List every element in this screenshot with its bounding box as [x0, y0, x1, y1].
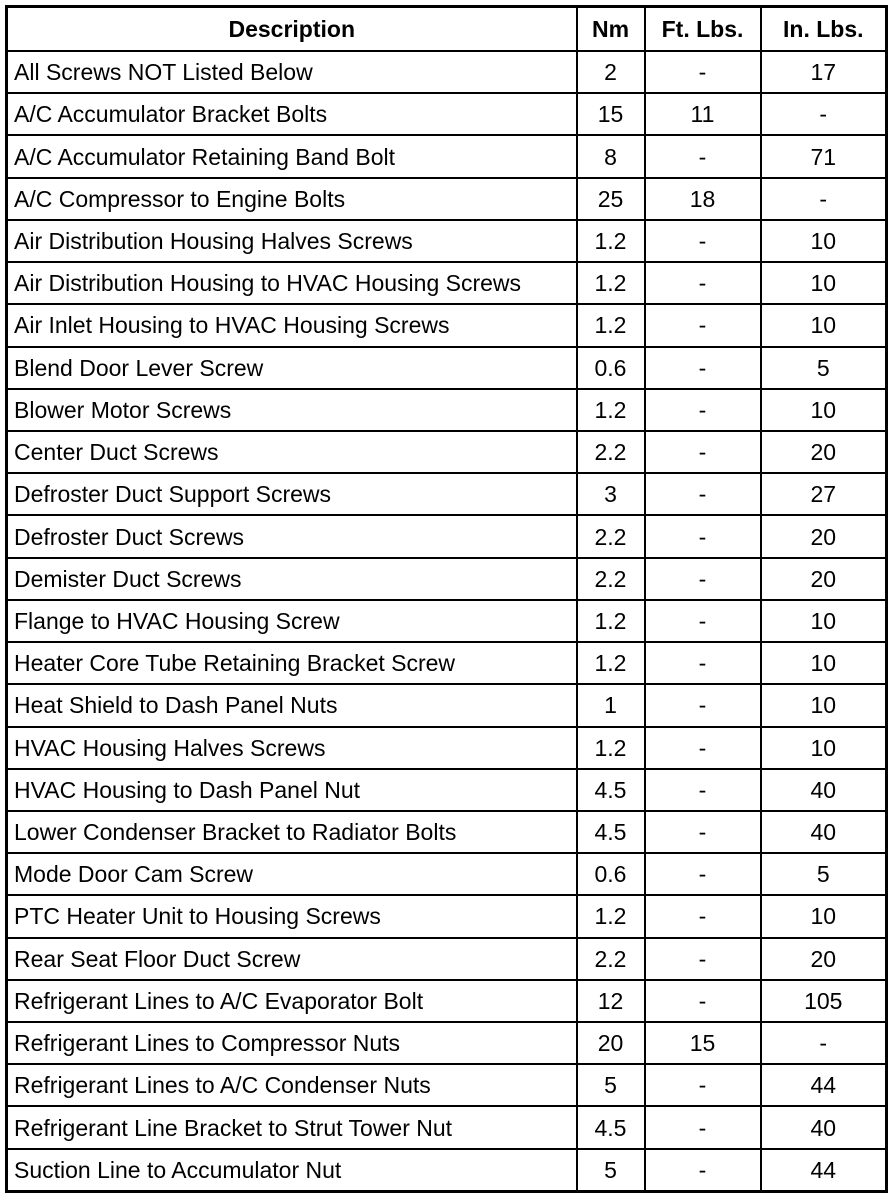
cell-nm: 0.6	[577, 853, 645, 895]
cell-ft-lbs: -	[645, 51, 761, 93]
cell-nm: 25	[577, 178, 645, 220]
cell-ft-lbs: -	[645, 895, 761, 937]
cell-ft-lbs: -	[645, 811, 761, 853]
cell-description: Defroster Duct Screws	[7, 515, 577, 557]
cell-in-lbs: 10	[761, 642, 887, 684]
table-row	[7, 262, 887, 304]
header-ft-lbs: Ft. Lbs.	[645, 7, 761, 52]
table-row	[7, 51, 887, 93]
cell-in-lbs: 5	[761, 347, 887, 389]
cell-in-lbs: -	[761, 178, 887, 220]
cell-description: Refrigerant Lines to Compressor Nuts	[7, 1022, 577, 1064]
cell-ft-lbs: -	[645, 1064, 761, 1106]
cell-nm: 1.2	[577, 220, 645, 262]
cell-in-lbs: 27	[761, 473, 887, 515]
cell-ft-lbs: -	[645, 431, 761, 473]
cell-ft-lbs: 15	[645, 1022, 761, 1064]
table-header	[7, 7, 887, 52]
header-nm: Nm	[577, 7, 645, 52]
cell-in-lbs: 10	[761, 262, 887, 304]
cell-description: Mode Door Cam Screw	[7, 853, 577, 895]
cell-nm: 4.5	[577, 1106, 645, 1148]
table-row	[7, 347, 887, 389]
cell-in-lbs: 10	[761, 220, 887, 262]
cell-description: Defroster Duct Support Screws	[7, 473, 577, 515]
table-row	[7, 1022, 887, 1064]
cell-ft-lbs: -	[645, 1106, 761, 1148]
table-row	[7, 853, 887, 895]
cell-in-lbs: 20	[761, 558, 887, 600]
cell-nm: 2.2	[577, 431, 645, 473]
cell-ft-lbs: -	[645, 220, 761, 262]
cell-in-lbs: 44	[761, 1064, 887, 1106]
cell-description: Air Inlet Housing to HVAC Housing Screws	[7, 304, 577, 346]
cell-description: Air Distribution Housing Halves Screws	[7, 220, 577, 262]
cell-in-lbs: 10	[761, 389, 887, 431]
cell-nm: 2.2	[577, 938, 645, 980]
cell-in-lbs: 10	[761, 727, 887, 769]
table-row	[7, 1106, 887, 1148]
cell-description: HVAC Housing Halves Screws	[7, 727, 577, 769]
cell-in-lbs: 20	[761, 515, 887, 557]
table-row	[7, 684, 887, 726]
cell-ft-lbs: 11	[645, 93, 761, 135]
cell-nm: 1.2	[577, 262, 645, 304]
torque-spec-table	[5, 5, 888, 1193]
cell-description: Blower Motor Screws	[7, 389, 577, 431]
table-body	[7, 51, 887, 1192]
cell-nm: 8	[577, 135, 645, 177]
cell-nm: 4.5	[577, 769, 645, 811]
cell-in-lbs: 20	[761, 431, 887, 473]
cell-description: Refrigerant Lines to A/C Condenser Nuts	[7, 1064, 577, 1106]
table-row	[7, 895, 887, 937]
cell-description: Rear Seat Floor Duct Screw	[7, 938, 577, 980]
cell-description: HVAC Housing to Dash Panel Nut	[7, 769, 577, 811]
cell-nm: 2.2	[577, 558, 645, 600]
header-description: Description	[7, 7, 577, 52]
cell-nm: 1.2	[577, 895, 645, 937]
cell-ft-lbs: -	[645, 304, 761, 346]
cell-ft-lbs: -	[645, 938, 761, 980]
cell-ft-lbs: -	[645, 980, 761, 1022]
cell-ft-lbs: -	[645, 600, 761, 642]
cell-ft-lbs: -	[645, 684, 761, 726]
cell-description: A/C Accumulator Bracket Bolts	[7, 93, 577, 135]
table-row	[7, 1149, 887, 1192]
cell-description: Blend Door Lever Screw	[7, 347, 577, 389]
cell-description: Lower Condenser Bracket to Radiator Bolts	[7, 811, 577, 853]
cell-nm: 20	[577, 1022, 645, 1064]
cell-nm: 4.5	[577, 811, 645, 853]
cell-description: Flange to HVAC Housing Screw	[7, 600, 577, 642]
table-row	[7, 304, 887, 346]
cell-in-lbs: 10	[761, 600, 887, 642]
cell-ft-lbs: -	[645, 853, 761, 895]
cell-nm: 2	[577, 51, 645, 93]
cell-in-lbs: 40	[761, 769, 887, 811]
cell-description: All Screws NOT Listed Below	[7, 51, 577, 93]
cell-ft-lbs: -	[645, 642, 761, 684]
cell-description: Air Distribution Housing to HVAC Housing Screws	[7, 262, 577, 304]
table-row	[7, 178, 887, 220]
cell-description: Suction Line to Accumulator Nut	[7, 1149, 577, 1192]
cell-nm: 15	[577, 93, 645, 135]
cell-description: Demister Duct Screws	[7, 558, 577, 600]
cell-description: Center Duct Screws	[7, 431, 577, 473]
table-row	[7, 431, 887, 473]
cell-in-lbs: 40	[761, 811, 887, 853]
cell-nm: 2.2	[577, 515, 645, 557]
table-row	[7, 93, 887, 135]
cell-nm: 3	[577, 473, 645, 515]
cell-ft-lbs: -	[645, 769, 761, 811]
table-row	[7, 220, 887, 262]
cell-description: A/C Compressor to Engine Bolts	[7, 178, 577, 220]
cell-in-lbs: 105	[761, 980, 887, 1022]
cell-in-lbs: 44	[761, 1149, 887, 1192]
cell-description: Heat Shield to Dash Panel Nuts	[7, 684, 577, 726]
cell-nm: 5	[577, 1064, 645, 1106]
header-in-lbs: In. Lbs.	[761, 7, 887, 52]
cell-description: Refrigerant Lines to A/C Evaporator Bolt	[7, 980, 577, 1022]
table-row	[7, 1064, 887, 1106]
cell-in-lbs: -	[761, 1022, 887, 1064]
cell-in-lbs: 5	[761, 853, 887, 895]
cell-ft-lbs: -	[645, 347, 761, 389]
table-row	[7, 473, 887, 515]
cell-in-lbs: 71	[761, 135, 887, 177]
table-row	[7, 515, 887, 557]
cell-nm: 12	[577, 980, 645, 1022]
cell-description: A/C Accumulator Retaining Band Bolt	[7, 135, 577, 177]
cell-ft-lbs: -	[645, 558, 761, 600]
cell-in-lbs: 40	[761, 1106, 887, 1148]
cell-ft-lbs: -	[645, 262, 761, 304]
table-row	[7, 769, 887, 811]
cell-nm: 5	[577, 1149, 645, 1192]
cell-nm: 1.2	[577, 389, 645, 431]
table-row	[7, 389, 887, 431]
table-row	[7, 135, 887, 177]
cell-ft-lbs: 18	[645, 178, 761, 220]
cell-nm: 1.2	[577, 642, 645, 684]
cell-nm: 1.2	[577, 727, 645, 769]
table-row	[7, 558, 887, 600]
table-row	[7, 980, 887, 1022]
cell-in-lbs: 17	[761, 51, 887, 93]
cell-ft-lbs: -	[645, 389, 761, 431]
table-row	[7, 938, 887, 980]
table-row	[7, 600, 887, 642]
header-row	[7, 7, 887, 52]
cell-ft-lbs: -	[645, 135, 761, 177]
table-row	[7, 642, 887, 684]
cell-ft-lbs: -	[645, 515, 761, 557]
cell-description: Refrigerant Line Bracket to Strut Tower Nut	[7, 1106, 577, 1148]
cell-ft-lbs: -	[645, 473, 761, 515]
cell-description: Heater Core Tube Retaining Bracket Screw	[7, 642, 577, 684]
cell-in-lbs: -	[761, 93, 887, 135]
cell-nm: 1.2	[577, 600, 645, 642]
cell-ft-lbs: -	[645, 1149, 761, 1192]
table-row	[7, 811, 887, 853]
cell-in-lbs: 10	[761, 895, 887, 937]
cell-in-lbs: 10	[761, 684, 887, 726]
table-row	[7, 727, 887, 769]
cell-in-lbs: 10	[761, 304, 887, 346]
cell-ft-lbs: -	[645, 727, 761, 769]
cell-nm: 1	[577, 684, 645, 726]
cell-nm: 1.2	[577, 304, 645, 346]
cell-description: PTC Heater Unit to Housing Screws	[7, 895, 577, 937]
cell-nm: 0.6	[577, 347, 645, 389]
cell-in-lbs: 20	[761, 938, 887, 980]
